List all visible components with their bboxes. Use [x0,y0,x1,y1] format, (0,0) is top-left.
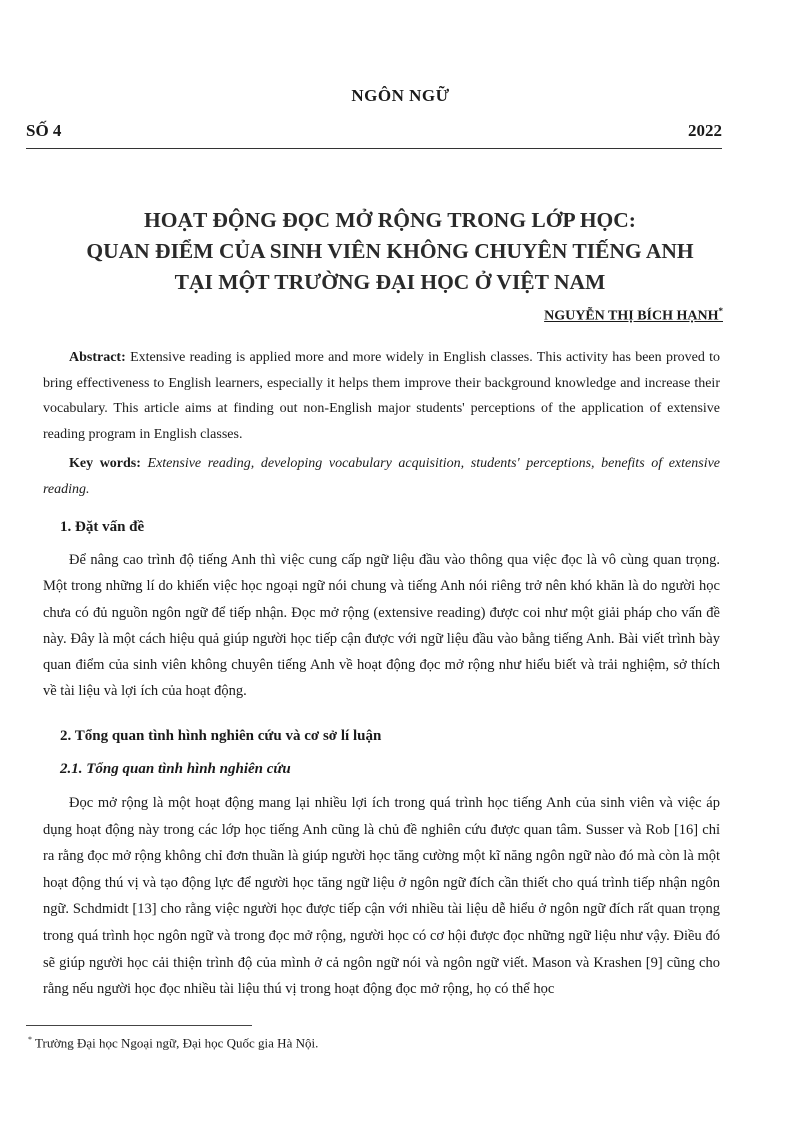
issue-number: SỐ 4 [26,121,62,140]
keywords [43,451,720,502]
subsection-heading-2-1: 2.1. Tổng quan tình hình nghiên cứu [60,761,291,777]
footnote-rule [26,1025,252,1026]
section-1-paragraph: Để nâng cao trình độ tiếng Anh thì việc cung cấp ngữ liệu đầu vào thông qua việc đọc là vô cùng quan trọng. Một trong những lí do khiến việc học ngoại ngữ nói chung và tiếng Anh nói riêng trở nên khó khăn là do người học chưa có đủ nguồn ngôn ngữ để tiếp nhận. Đọc mở rộng (extensive reading) được coi như một giải pháp cho vấn đề này. Đây là một cách hiệu quả giúp người học tiếp cận được với ngữ liệu đầu vào bằng tiếng Anh. Bài viết trình bày quan điểm của sinh viên không chuyên tiếng Anh về hoạt động đọc mở rộng như hiểu biết và trải nghiệm, sở thích về tài liệu và lợi ích của hoạt động. [43,552,720,700]
keywords-text: Extensive reading, developing vocabulary acquisition, students' perceptions, benefits of extensive reading. [43,456,721,497]
abstract [43,345,720,447]
keywords-label: Key words: [69,456,141,471]
title-line: QUAN ĐIỂM CỦA SINH VIÊN KHÔNG CHUYÊN TIẾNG ANH [86,239,694,263]
title-line: TẠI MỘT TRƯỜNG ĐẠI HỌC Ở VIỆT NAM [174,270,606,294]
issue-year: 2022 [688,121,722,140]
author-line [544,306,723,325]
footnote-text: Trường Đại học Ngoại ngữ, Đại học Quốc gia Hà Nội. [35,1035,319,1051]
section-heading-1: 1. Đặt vấn đề [60,519,145,535]
journal-name: NGÔN NGỮ [351,86,450,105]
author-footnote-mark: * [718,306,723,316]
article-title [20,205,760,298]
abstract-label: Abstract: [69,350,126,365]
footnote [28,1035,318,1051]
section-heading-2: 2. Tổng quan tình hình nghiên cứu và cơ sở lí luận [60,728,382,744]
abstract-text: Extensive reading is applied more and more widely in English classes. This activity has been proved to bring effectiveness to English learners, especially it helps them improve their background knowledge and increase their vocabulary. This article aims at finding out non-English major students' perceptions of the application of extensive reading program in English classes. [43,350,721,442]
footnote-mark: * [28,1035,32,1044]
title-line: HOẠT ĐỘNG ĐỌC MỞ RỘNG TRONG LỚP HỌC: [144,208,636,232]
header-rule [26,148,722,149]
subsection-2-1-paragraph: Đọc mở rộng là một hoạt động mang lại nhiều lợi ích trong quá trình học tiếng Anh của sinh viên và việc áp dụng hoạt động này trong các lớp học tiếng Anh cũng là chủ đề nghiên cứu được quan tâm. Susser và Rob [16] chỉ ra rằng đọc mở rộng không chỉ đơn thuần là giúp người học tăng cường một kĩ năng ngôn ngữ nào đó mà còn là một hoạt động thú vị và tạo động lực để người học tăng ngữ liệu ở ngôn ngữ đích cần thiết cho quá trình tiếp nhận ngôn ngữ. Schdmidt [13] cho rằng việc người học được tiếp cận với nhiều tài liệu dễ hiểu ở ngôn ngữ đích rất quan trọng trong quá trình học ngôn ngữ và trong đọc mở rộng, người học có cơ hội được đọc những ngữ liệu như vậy. Điều đó sẽ giúp người học cải thiện trình độ của mình ở cả ngôn ngữ nói và ngôn ngữ viết. Mason và Krashen [9] cũng cho rằng nếu người học đọc nhiều tài liệu thú vị trong hoạt động đọc mở rộng, họ có thể học [43,795,720,998]
author-name: NGUYỄN THỊ BÍCH HẠNH [544,308,719,324]
issue-row [26,121,722,141]
